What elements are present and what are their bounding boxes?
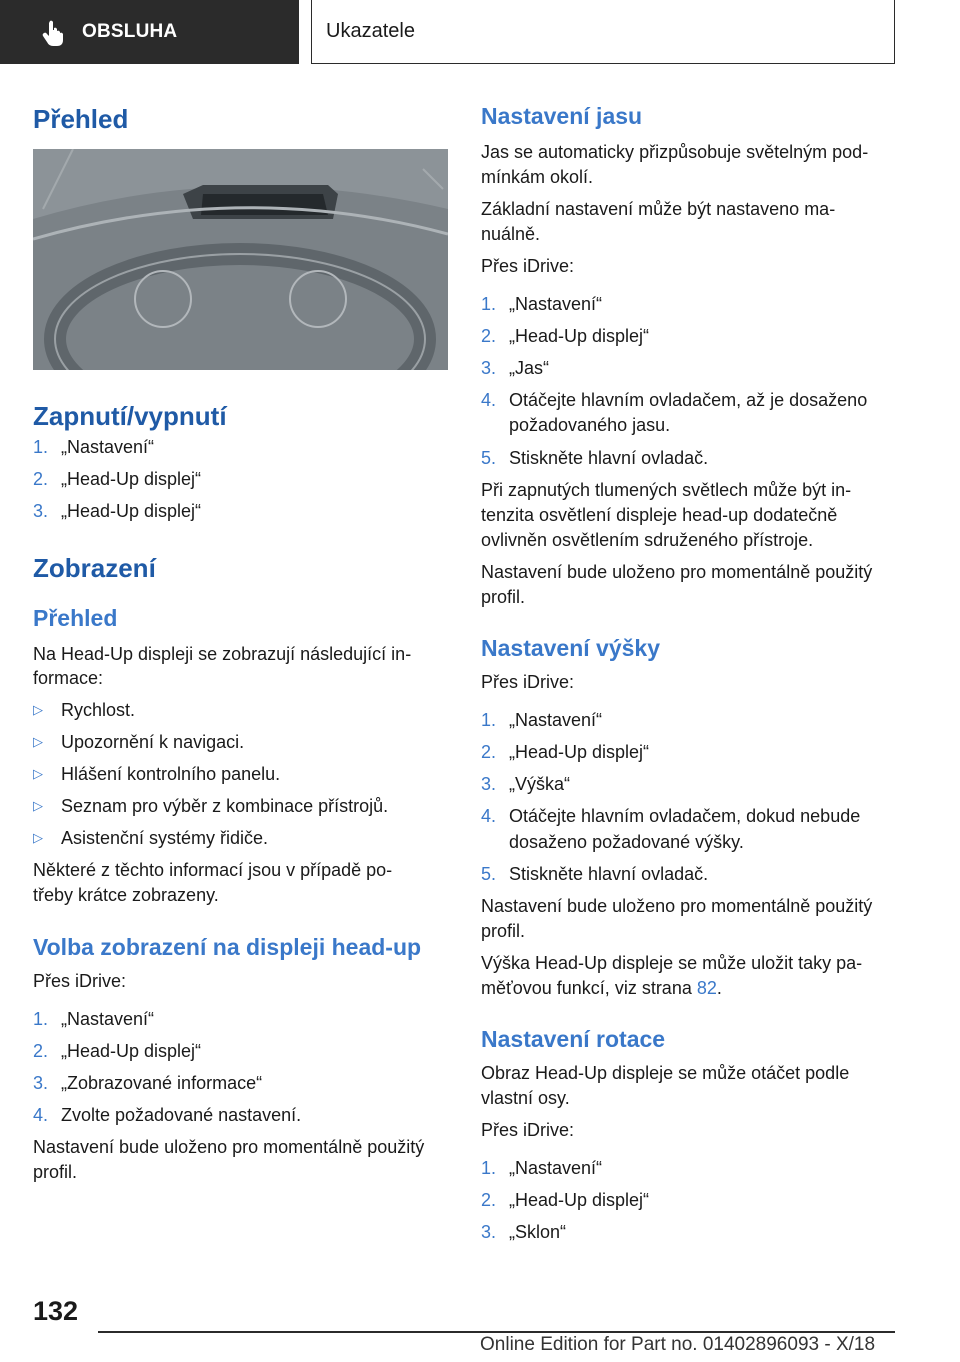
via-idrive: Přes iDrive: [481, 256, 575, 276]
brightness-line: Jas se automaticky přizpůsobuje světelným pod- [481, 142, 869, 162]
page-link[interactable]: 82 [696, 978, 717, 998]
edition-note: Online Edition for Part no. 01402896093 - X/18 [480, 1334, 876, 1355]
triangle-bullet-icon: ▷ [33, 798, 43, 813]
rotation-line: Obraz Head-Up displeje se může otáčet podle [481, 1063, 850, 1083]
saved-line: Nastavení bude uloženo pro momentálně použitý [33, 1137, 425, 1157]
brightness-note: ovlivněn osvětlením sdruženého přístroje. [481, 530, 814, 550]
list-item-continuation: dosaženo požadované výšky. [509, 832, 744, 852]
note-line: Některé z těchto informací jsou v případě po- [33, 860, 393, 880]
intro-line: formace: [33, 668, 104, 688]
brightness-note: Při zapnutých tlumených světlech může být in- [481, 480, 852, 500]
list-item-continuation: požadovaného jasu. [509, 415, 671, 435]
triangle-bullet-icon: ▷ [33, 766, 43, 781]
triangle-bullet-icon: ▷ [33, 702, 43, 717]
brightness-note: tenzita osvětlení displeje head-up dodatečně [481, 505, 838, 525]
selection-title: Volba zobrazení na displeji head-up [33, 934, 422, 960]
hand-pointer-icon [40, 18, 68, 46]
via-idrive: Přes iDrive: [481, 1120, 575, 1140]
saved-line: profil. [33, 1162, 78, 1182]
section-title: OBSLUHA [82, 21, 178, 42]
via-idrive: Přes iDrive: [481, 672, 575, 692]
section-tab [0, 0, 299, 64]
hud-illustration [33, 149, 448, 370]
triangle-bullet-icon: ▷ [33, 830, 43, 845]
memory-line: Výška Head-Up displeje se může uložit taky pa- [481, 953, 863, 973]
footer-divider [98, 1331, 895, 1333]
saved-line: Nastavení bude uloženo pro momentálně použitý [481, 562, 873, 582]
saved-line: Nastavení bude uloženo pro momentálně použitý [481, 896, 873, 916]
height-title: Nastavení výšky [481, 635, 661, 661]
rotation-title: Nastavení rotace [481, 1026, 666, 1052]
display-overview-title: Přehled [33, 605, 118, 631]
saved-line: profil. [481, 921, 526, 941]
overview-title: Přehled [33, 104, 129, 134]
page-number: 132 [33, 1296, 79, 1326]
chapter-title: Ukazatele [326, 20, 415, 42]
rotation-line: vlastní osy. [481, 1088, 570, 1108]
saved-line: profil. [481, 587, 526, 607]
on-off-title: Zapnutí/vypnutí [33, 401, 227, 431]
display-title: Zobrazení [33, 553, 156, 583]
intro-line: Na Head-Up displeji se zobrazují následující in- [33, 644, 412, 664]
chapter-tab [311, 0, 895, 64]
brightness-line: Základní nastavení může být nastaveno ma- [481, 199, 836, 219]
triangle-bullet-icon: ▷ [33, 734, 43, 749]
via-idrive: Přes iDrive: [33, 971, 127, 991]
brightness-line: nuálně. [481, 224, 541, 244]
brightness-title: Nastavení jasu [481, 103, 643, 129]
note-line: třeby krátce zobrazeny. [33, 885, 219, 905]
memory-line: měťovou funkcí, viz strana 82. [481, 978, 722, 998]
brightness-line: mínkám okolí. [481, 167, 594, 187]
